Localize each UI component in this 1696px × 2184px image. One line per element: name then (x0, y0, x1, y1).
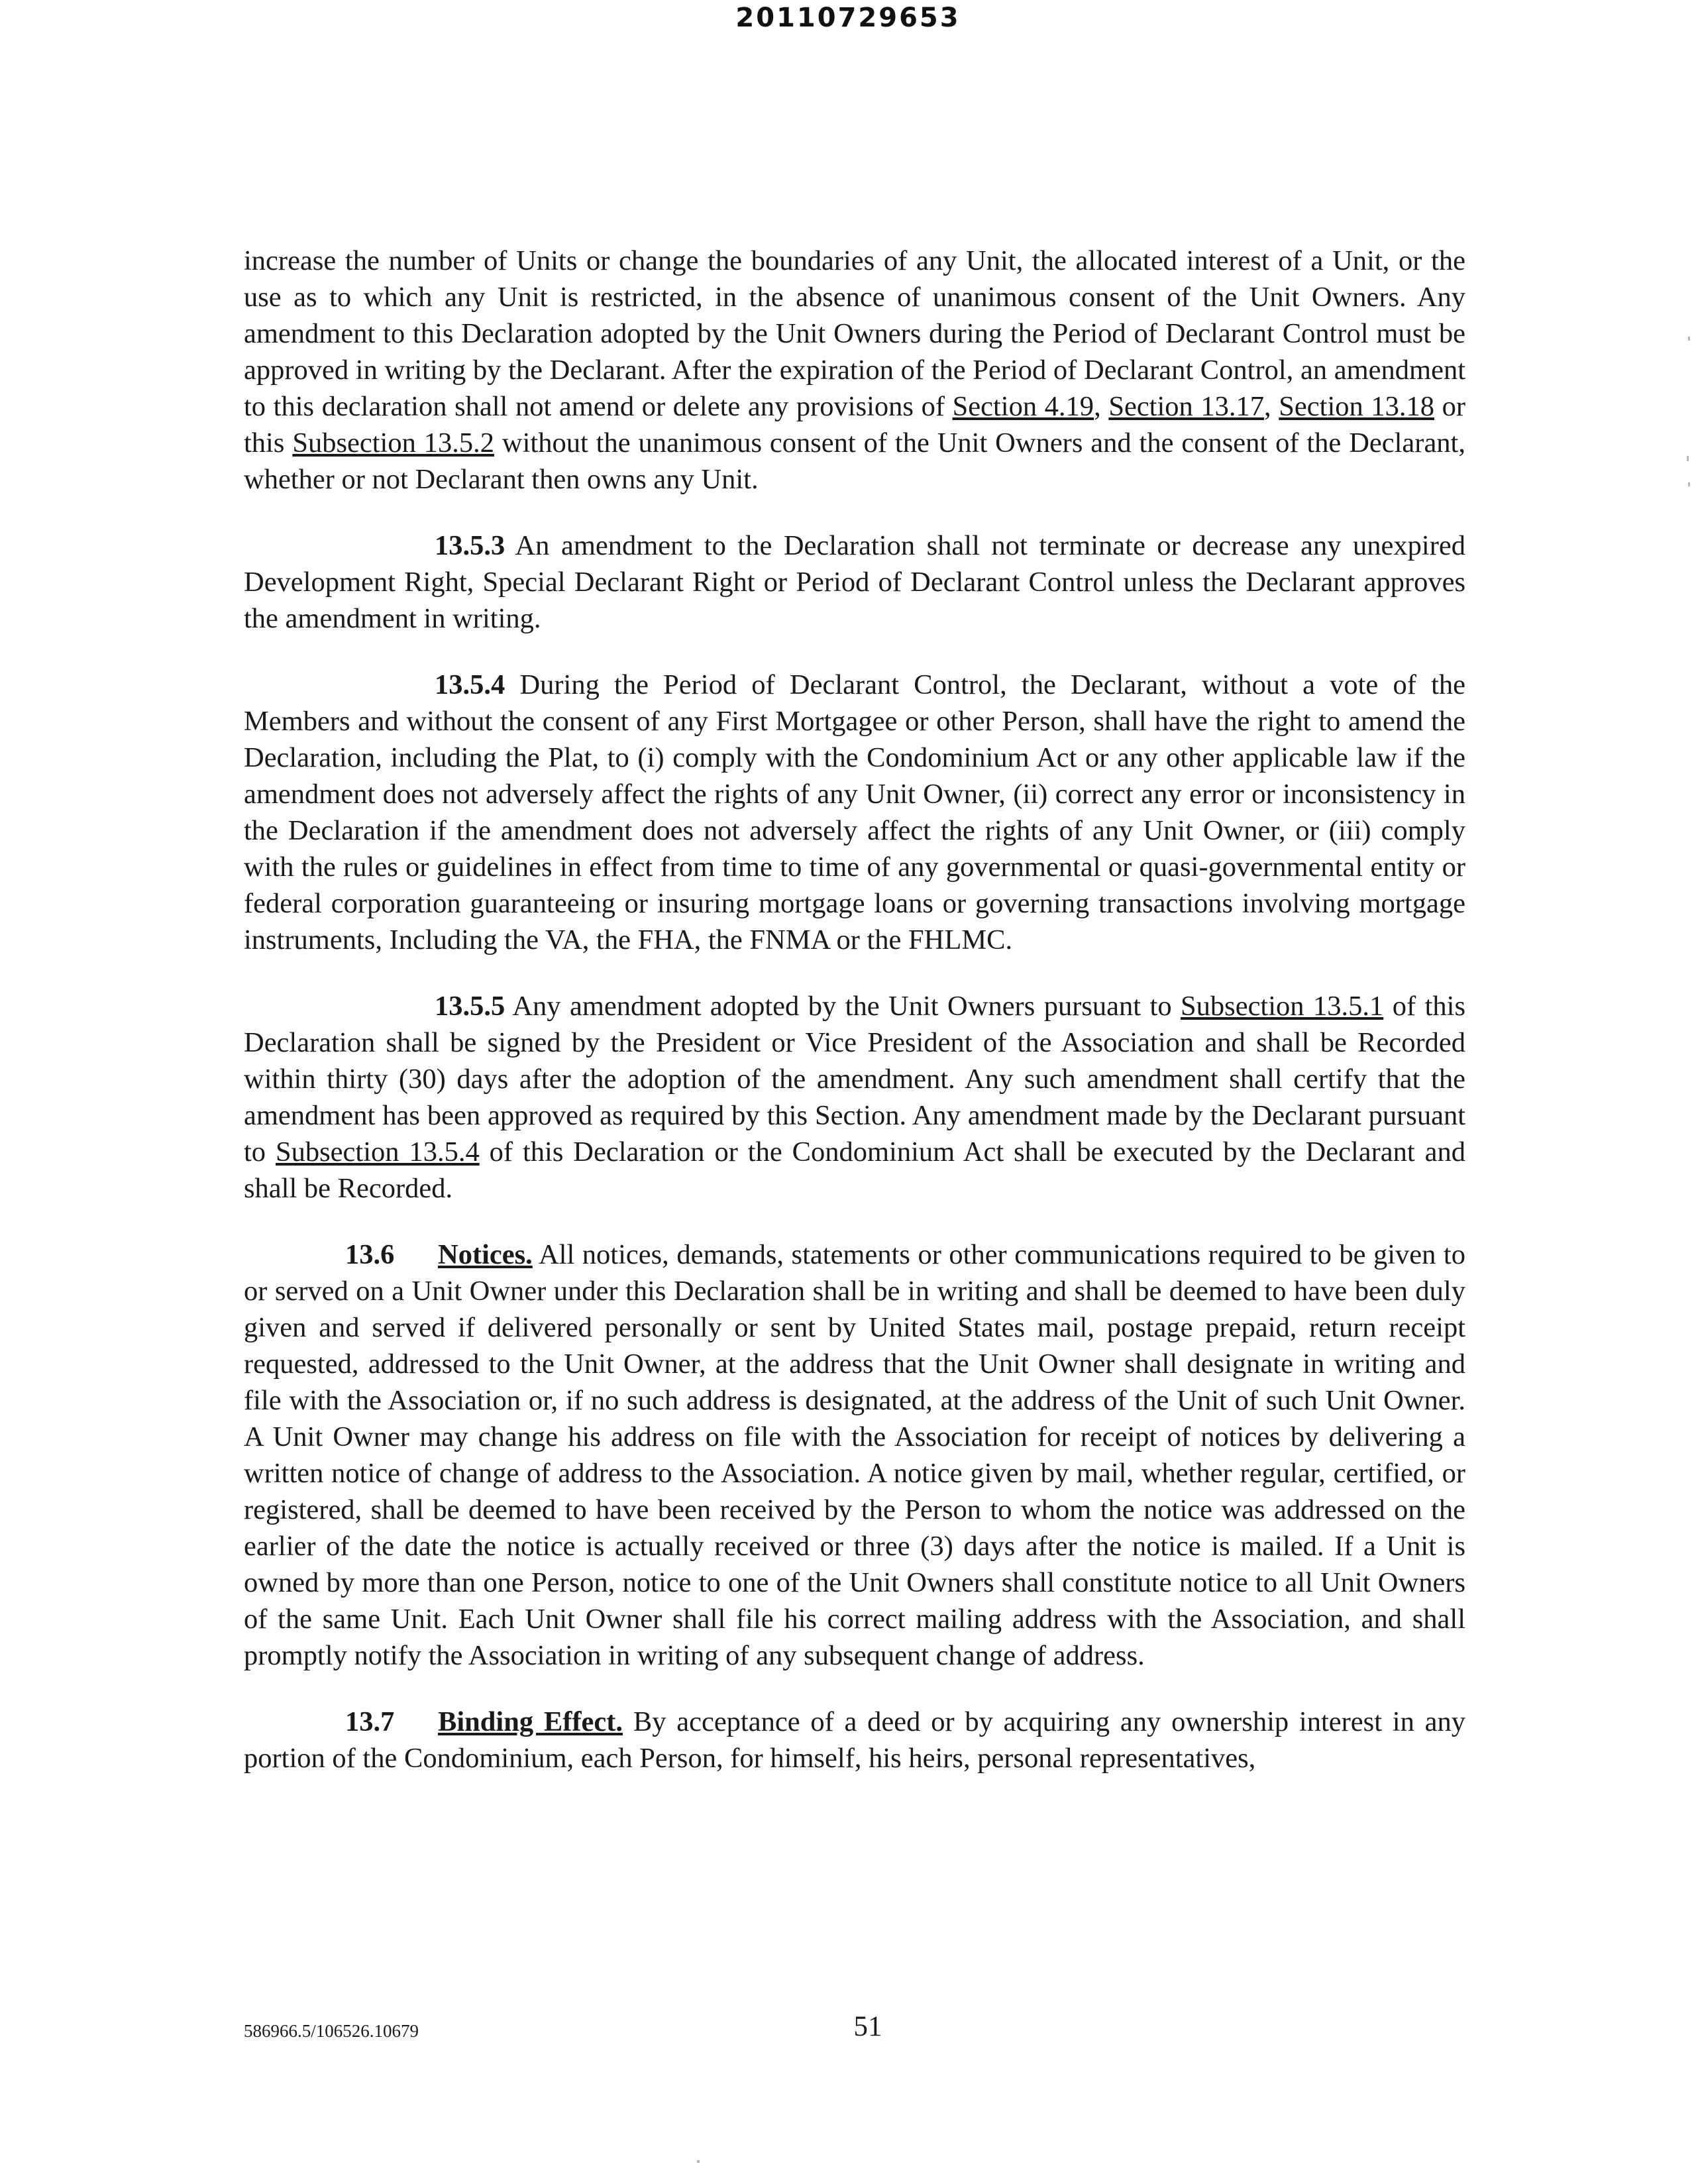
paragraph-text: By acceptance of a deed or by acquiring any ownership interest in any portion of the Condominium, each Person, for himself, his heirs, personal representatives, (244, 1706, 1465, 1774)
paragraph-text: Any amendment adopted by the Unit Owners pursuant to (505, 991, 1181, 1022)
paragraph-amendment-continuation (244, 243, 1465, 498)
paragraph-text: During the Period of Declarant Control, the Declarant, without a vote of the Members and without the consent of any First Mortgagee or other Person, shall have the right to amend the Declaration, including the Plat, to (i) comply with the Condominium Act or any other applicable law if the amendment does not adversely affect the rights of any Unit Owner, (ii) correct any error or inconsistency in the Declaration if the amendment does not adversely affect the rights of any Unit Owner, or (iii) comply with the rules or guidelines in effect from time to time of any governmental or quasi-governmental entity or federal corporation guaranteeing or insuring mortgage loans or governing transactions involving mortgage instruments, Including the VA, the FHA, the FNMA or the FHLMC. (244, 669, 1465, 956)
paragraph-13-5-4 (244, 667, 1465, 958)
paragraph-13-6-notices (244, 1236, 1465, 1674)
separator: , (1094, 391, 1109, 422)
document-body (244, 243, 1465, 1806)
section-reference: Section 13.17 (1108, 391, 1265, 422)
footer-page-number: 51 (853, 2011, 882, 2042)
scan-speck (1688, 482, 1690, 486)
paragraph-text: All notices, demands, statements or other communications required to be given to or served on a Unit Owner under this Declaration shall be in writing and shall be deemed to have been duly given and served if delivered personally or sent by United States mail, postage prepaid, return receipt requested, addressed to the Unit Owner, at the address that the Unit Owner shall designate in writing and file with the Association or, if no such address is designated, at the address of the Unit of such Unit Owner. A Unit Owner may change his address on file with the Association for receipt of notices by delivering a written notice of change of address to the Association. A notice given by mail, whether regular, certified, or registered, shall be deemed to have been received by the Person to whom the notice was addressed on the earlier of the date the notice is actually received or three (3) days after the notice is mailed. If a Unit is owned by more than one Person, notice to one of the Unit Owners shall constitute notice to all Unit Owners of the same Unit. Each Unit Owner shall file his correct mailing address with the Association, and shall promptly notify the Association in writing of any subsequent change of address. (244, 1239, 1465, 1671)
separator: , (1264, 391, 1279, 422)
paragraph-text: without the unanimous consent of the Unit Owners and the consent of the Declarant, whether or not Declarant then owns any Unit. (244, 427, 1465, 495)
subsection-reference: Subsection 13.5.2 (292, 427, 494, 459)
section-reference: Section 4.19 (952, 391, 1094, 422)
subsection-reference: Subsection 13.5.1 (1181, 991, 1384, 1022)
subsection-reference: Subsection 13.5.4 (276, 1136, 480, 1168)
paragraph-text: of this Declaration shall be signed by the President or Vice President of the Association and shall be Recorded within thirty (30) days after the adoption of the amendment. Any such amendment shall certify that the amendment has been approved as required by this Section. Any amendment made by the Declarant pursuant to (244, 991, 1465, 1168)
paragraph-text: increase the number of Units or change the boundaries of any Unit, the allocated interest of a Unit, or the use as to which any Unit is restricted, in the absence of unanimous consent of the Unit Owners. Any amendment to this Declaration adopted by the Unit Owners during the Period of Declarant Control must be approved in writing by the Declarant. After the expiration of the Period of Declarant Control, an amendment to this declaration shall not amend or delete any provisions of (244, 245, 1465, 422)
paragraph-text: An amendment to the Declaration shall not terminate or decrease any unexpired Development Right, Special Declarant Right or Period of Declarant Control unless the Declarant approves the amendment in writing. (244, 530, 1465, 634)
section-heading: Notices. (438, 1239, 533, 1270)
footer-document-id: 586966.5/106526.10679 (244, 2021, 419, 2041)
paragraph-text: or this (244, 391, 1466, 459)
section-heading: Binding Effect. (438, 1706, 623, 1737)
section-number: 13.7 (345, 1706, 395, 1737)
paragraph-13-5-5 (244, 988, 1465, 1207)
document-number: 20110729653 (735, 3, 961, 33)
section-number: 13.6 (345, 1239, 395, 1270)
section-reference: Section 13.18 (1279, 391, 1434, 422)
scan-speck (1687, 456, 1689, 461)
section-number: 13.5.5 (435, 991, 505, 1022)
paragraph-13-7-binding-effect (244, 1704, 1465, 1776)
section-number: 13.5.3 (435, 530, 505, 561)
paragraph-13-5-3 (244, 527, 1465, 637)
section-number: 13.5.4 (435, 669, 505, 700)
scan-speck (1688, 337, 1690, 341)
scan-speck (697, 2160, 700, 2163)
paragraph-text: of this Declaration or the Condominium Act shall be executed by the Declarant and shall be Recorded. (244, 1136, 1466, 1204)
